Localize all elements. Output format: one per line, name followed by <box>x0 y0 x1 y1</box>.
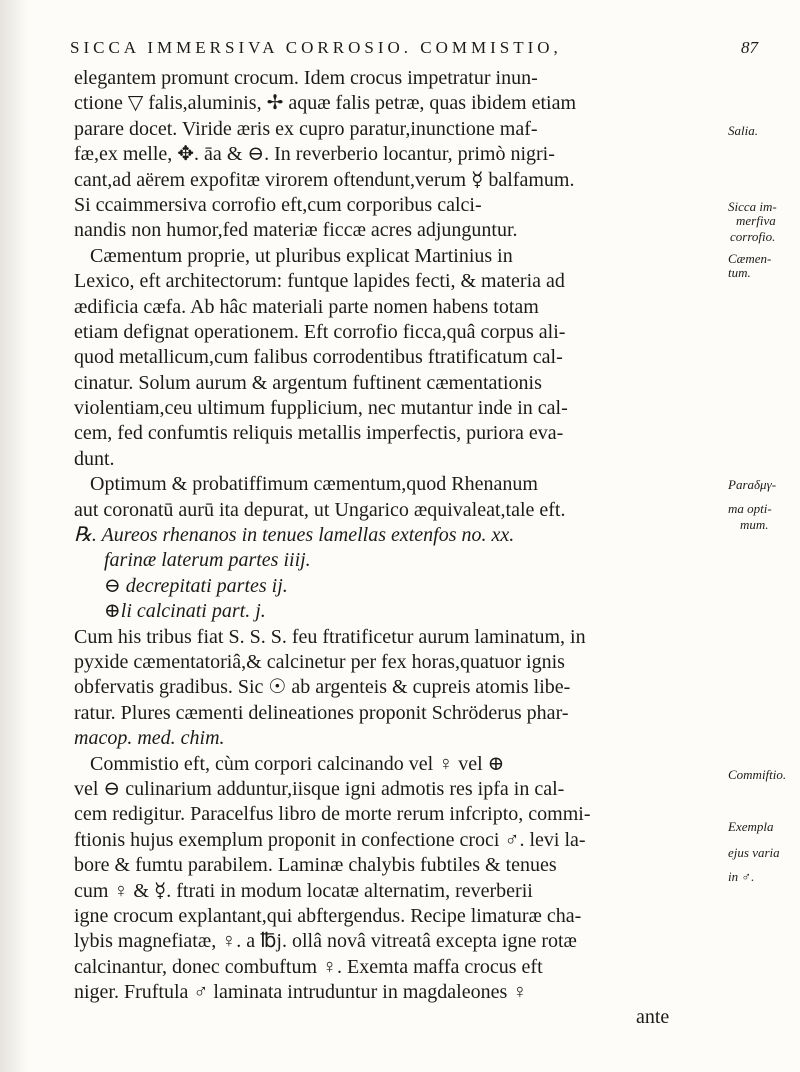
margin-note: Exempla <box>728 819 774 834</box>
text-line: obfervatis gradibus. Sic ☉ ab argenteis & cupreis atomis libe- <box>74 676 571 699</box>
margin-note: Cæmen- <box>728 251 772 266</box>
margin-note: ejus varia <box>728 845 780 860</box>
text-line: calcinantur, donec combuftum ♀. Exemta maffa crocus eft <box>74 955 543 978</box>
text-line: cem redigitur. Paracelfus libro de morte rerum infcripto, commi- <box>74 803 591 826</box>
text-line: dunt. <box>74 447 115 470</box>
text-line: etiam defignat operationem. Eft corrofio ficca,quâ corpus ali- <box>74 320 566 343</box>
text-line: quod metallicum,cum falibus corrodentibus ftratificatum cal- <box>74 346 563 369</box>
text-line: Optimum & probatiffimum cæmentum,quod Rhenanum <box>90 473 538 496</box>
text-line: cinatur. Solum aurum & argentum fuftinent cæmentationis <box>74 371 542 394</box>
text-line: elegantem promunt crocum. Idem crocus impetratur inun- <box>74 67 538 89</box>
text-line: violentiam,ceu ultimum fupplicium, nec mutantur inde in cal- <box>74 397 568 420</box>
margin-note: mum. <box>740 517 769 532</box>
margin-note: Salia. <box>728 123 758 138</box>
text-line: ratur. Plures cæmenti delineationes proponit Schröderus phar- <box>74 701 569 724</box>
text-line: Cæmentum proprie, ut pluribus explicat Martinius in <box>90 244 513 267</box>
text-line: nandis non humor,fed materiæ ficcæ acres adjunguntur. <box>74 219 518 242</box>
page-number: 87 <box>741 38 758 57</box>
text-line: ftionis hujus exemplum proponit in confectione croci ♂. levi la- <box>74 828 586 851</box>
text-line: bore & fumtu parabilem. Laminæ chalybis fubtiles & tenues <box>74 854 557 877</box>
margin-note: Commiftio. <box>728 767 787 782</box>
margin-note: tum. <box>728 265 751 280</box>
main-text <box>56 66 724 1031</box>
text-line: macop. med. chim. <box>74 727 225 750</box>
text-line: igne crocum explantant,qui abftergendus. Recipe limaturæ cha- <box>74 904 582 927</box>
recipe-line: ⊕li calcinati part. j. <box>104 600 266 623</box>
page-header <box>70 38 770 62</box>
text-line: lybis magnefiatæ, ♀. a ℔j. ollâ novâ vitreatâ excepta igne rotæ <box>74 930 577 953</box>
text-line: cem, fed confumtis reliquis metallis imperfectis, puriora eva- <box>74 422 564 445</box>
page-fold-shadow <box>0 0 28 1072</box>
text-line: vel ⊖ culinarium adduntur,iisque igni admotis res ipfa in cal- <box>74 777 565 800</box>
text-line: Cum his tribus fiat S. S. S. feu ftratificetur aurum laminatum, in <box>74 625 586 648</box>
running-title: SICCA IMMERSIVA CORROSIO. COMMISTIO, <box>70 38 562 57</box>
margin-note: in ♂. <box>728 869 755 884</box>
recipe-line: ℞. Aureos rhenanos in tenues lamellas extenfos no. xx. <box>74 524 515 547</box>
recipe-line: farinæ laterum partes iiij. <box>104 549 311 572</box>
text-line: ctione ▽ falis,aluminis, ✢ aquæ falis petræ, quas ibidem etiam <box>74 92 577 115</box>
text-line: aut coronatū aurū ita depurat, ut Ungarico æquivaleat,tale eft. <box>74 498 566 521</box>
margin-note: corrofio. <box>730 229 776 244</box>
margin-note: ma opti- <box>728 501 772 516</box>
text-line: niger. Fruftula ♂ laminata intruduntur in magdaleones ♀ <box>74 981 528 1004</box>
text-line: parare docet. Viride æris ex cupro paratur,inunctione maf- <box>74 117 538 140</box>
recipe-line: ⊖ decrepitati partes ij. <box>104 574 288 597</box>
text-line: fæ,ex melle, ✥. āa & ⊖. In reverberio locantur, primò nigri- <box>74 143 555 166</box>
text-line: cum ♀ & ☿. ftrati in modum locatæ alternatim, reverberii <box>74 879 533 902</box>
catchword: ante <box>636 1006 670 1029</box>
text-line: Lexico, eft architectorum: funtque lapides fecti, & materia ad <box>74 270 565 293</box>
margin-note: Paraδμγ- <box>728 477 777 492</box>
text-line: cant,ad aërem expofitæ virorem oftendunt,verum ☿ balfamum. <box>74 168 575 191</box>
margin-note: Sicca im- <box>728 199 777 214</box>
margin-note: merfiva <box>736 213 776 228</box>
text-line: Commistio eft, cùm corpori calcinando vel ♀ vel ⊕ <box>90 752 505 775</box>
text-line: ædificia cæfa. Ab hâc materiali parte nomen habens totam <box>74 295 539 318</box>
text-line: pyxide cæmentatoriâ,& calcinetur per fex horas,quatuor ignis <box>74 650 565 673</box>
text-line: Si ccaimmersiva corrofio eft,cum corporibus calci- <box>74 193 482 216</box>
